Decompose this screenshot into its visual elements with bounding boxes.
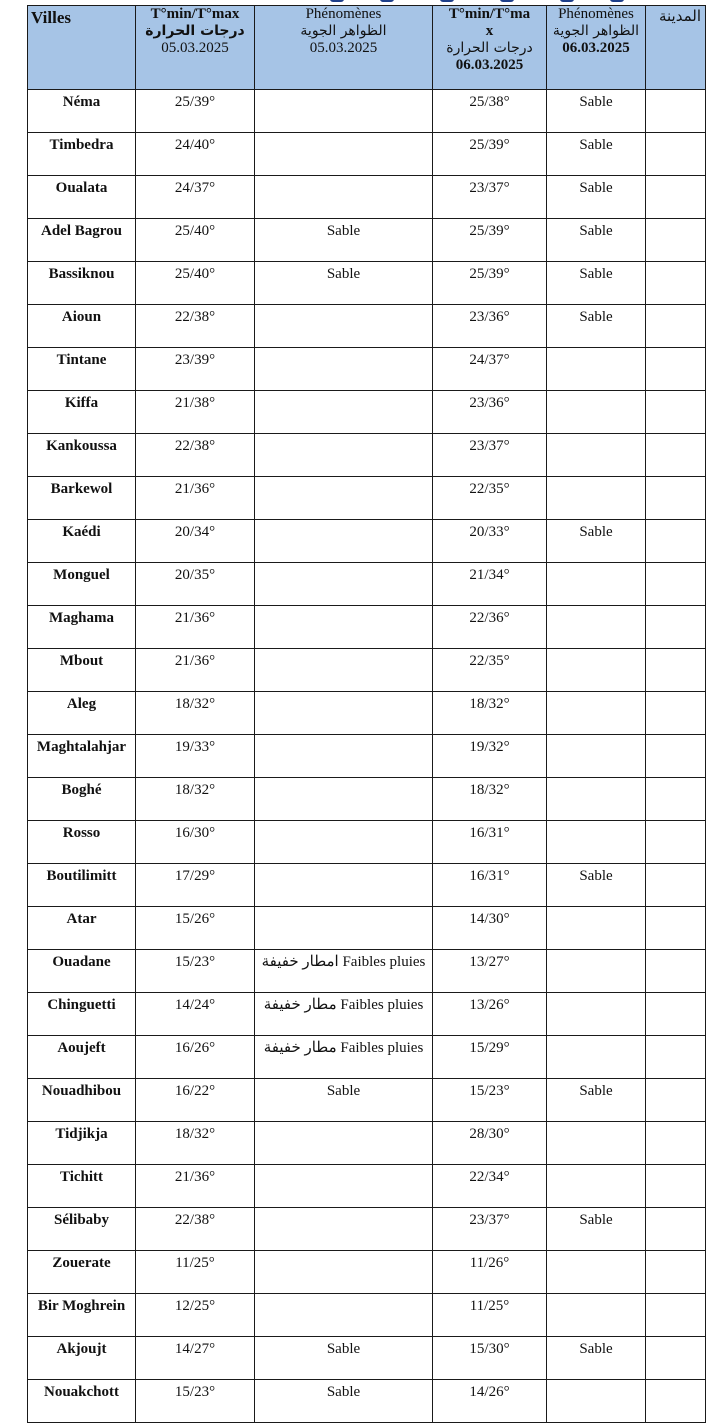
table-row (28, 1079, 706, 1122)
table-row (28, 1380, 706, 1423)
city-cell: Boutilimitt (28, 864, 136, 907)
table-row (28, 1337, 706, 1380)
decor-mark (560, 0, 574, 2)
phenomena-day2-cell: Sable (547, 262, 646, 305)
table-header (28, 6, 706, 90)
temp-day1-cell: 15/23° (136, 1380, 255, 1423)
table-row (28, 133, 706, 176)
phenomena-day2-cell (547, 950, 646, 993)
temp-day1-cell: 15/26° (136, 907, 255, 950)
city-cell: Rosso (28, 821, 136, 864)
temp-day1-cell: 21/36° (136, 477, 255, 520)
city-cell: Kiffa (28, 391, 136, 434)
phenomena-day1-cell (255, 90, 433, 133)
city-arabic-cell (646, 133, 706, 176)
table-row (28, 1165, 706, 1208)
table-row (28, 1294, 706, 1337)
table-row (28, 563, 706, 606)
city-arabic-cell (646, 606, 706, 649)
phenomena-day1-cell (255, 864, 433, 907)
phenomena-day2-cell (547, 821, 646, 864)
city-cell: Barkewol (28, 477, 136, 520)
city-arabic-cell (646, 1036, 706, 1079)
city-cell: Nouakchott (28, 1380, 136, 1423)
city-cell: Aleg (28, 692, 136, 735)
header-phenomena-day1 (255, 6, 433, 90)
city-arabic-cell (646, 477, 706, 520)
temp-day2-cell: 22/34° (433, 1165, 547, 1208)
header-label-ar: درجات الحرارة (145, 23, 245, 39)
temp-day2-cell: 22/35° (433, 649, 547, 692)
phenomena-day1-cell (255, 907, 433, 950)
temp-day1-cell: 20/35° (136, 563, 255, 606)
table-row (28, 262, 706, 305)
phenomena-day1-cell: مطار خفيفة Faibles pluies (255, 1036, 433, 1079)
temp-day2-cell: 14/26° (433, 1380, 547, 1423)
city-arabic-cell (646, 348, 706, 391)
table-row (28, 1036, 706, 1079)
table-row (28, 692, 706, 735)
phenomena-day1-cell (255, 735, 433, 778)
header-city-arabic: المدينة (646, 6, 706, 90)
table-row (28, 219, 706, 262)
temp-day2-cell: 18/32° (433, 778, 547, 821)
city-cell: Néma (28, 90, 136, 133)
temp-day2-cell: 13/27° (433, 950, 547, 993)
temp-day2-cell: 24/37° (433, 348, 547, 391)
city-arabic-cell (646, 692, 706, 735)
phenomena-day2-cell: Sable (547, 864, 646, 907)
city-arabic-cell (646, 1208, 706, 1251)
table-row (28, 305, 706, 348)
table-row (28, 1208, 706, 1251)
temp-day2-cell: 20/33° (433, 520, 547, 563)
temp-day1-cell: 20/34° (136, 520, 255, 563)
city-arabic-cell (646, 563, 706, 606)
decor-mark (380, 0, 394, 2)
city-cell: Maghama (28, 606, 136, 649)
city-cell: Aoujeft (28, 1036, 136, 1079)
decor-mark (440, 0, 454, 2)
phenomena-day1-cell (255, 305, 433, 348)
city-cell: Zouerate (28, 1251, 136, 1294)
temp-day1-cell: 23/39° (136, 348, 255, 391)
phenomena-day2-cell (547, 477, 646, 520)
phenomena-day1-cell (255, 563, 433, 606)
phenomena-day1-cell (255, 133, 433, 176)
temp-day2-cell: 22/36° (433, 606, 547, 649)
city-cell: Sélibaby (28, 1208, 136, 1251)
temp-day1-cell: 18/32° (136, 692, 255, 735)
city-cell: Ouadane (28, 950, 136, 993)
phenomena-day1-cell (255, 391, 433, 434)
phenomena-day1-cell (255, 520, 433, 563)
table-row (28, 391, 706, 434)
phenomena-day1-cell (255, 692, 433, 735)
header-temperature-day1 (136, 6, 255, 90)
temp-day2-cell: 25/39° (433, 262, 547, 305)
city-arabic-cell (646, 1380, 706, 1423)
city-arabic-cell (646, 907, 706, 950)
temp-day2-cell: 18/32° (433, 692, 547, 735)
city-arabic-cell (646, 1251, 706, 1294)
city-cell: Mbout (28, 649, 136, 692)
table-body (28, 90, 706, 1423)
temp-day2-cell: 13/26° (433, 993, 547, 1036)
table-row (28, 348, 706, 391)
phenomena-day2-cell (547, 1036, 646, 1079)
temp-day1-cell: 14/27° (136, 1337, 255, 1380)
phenomena-day1-cell (255, 1294, 433, 1337)
phenomena-day2-cell (547, 1165, 646, 1208)
weather-forecast-table (27, 5, 706, 1423)
city-arabic-cell (646, 993, 706, 1036)
phenomena-day2-cell (547, 1380, 646, 1423)
temp-day2-cell: 15/29° (433, 1036, 547, 1079)
city-cell: Bir Moghrein (28, 1294, 136, 1337)
temp-day1-cell: 15/23° (136, 950, 255, 993)
city-cell: Timbedra (28, 133, 136, 176)
city-arabic-cell (646, 950, 706, 993)
city-arabic-cell (646, 1337, 706, 1380)
temp-day2-cell: 16/31° (433, 821, 547, 864)
phenomena-day1-cell: مطار خفيفة Faibles pluies (255, 993, 433, 1036)
phenomena-day1-cell (255, 606, 433, 649)
city-cell: Kankoussa (28, 434, 136, 477)
header-label-ar: الظواهر الجوية (300, 23, 387, 39)
table-row (28, 993, 706, 1036)
city-arabic-cell (646, 391, 706, 434)
phenomena-day1-cell (255, 434, 433, 477)
table-row (28, 735, 706, 778)
temp-day2-cell: 23/37° (433, 1208, 547, 1251)
city-arabic-cell (646, 262, 706, 305)
city-arabic-cell (646, 1294, 706, 1337)
temp-day1-cell: 25/40° (136, 262, 255, 305)
temp-day1-cell: 24/40° (136, 133, 255, 176)
city-cell: Nouadhibou (28, 1079, 136, 1122)
temp-day1-cell: 21/36° (136, 649, 255, 692)
phenomena-day2-cell (547, 1251, 646, 1294)
table-row (28, 434, 706, 477)
city-arabic-cell (646, 305, 706, 348)
header-date: 05.03.2025 (161, 40, 229, 56)
city-arabic-cell (646, 176, 706, 219)
temp-day1-cell: 16/22° (136, 1079, 255, 1122)
temp-day2-cell: 22/35° (433, 477, 547, 520)
table-row (28, 864, 706, 907)
temp-day2-cell: 21/34° (433, 563, 547, 606)
city-arabic-cell (646, 90, 706, 133)
phenomena-day2-cell: Sable (547, 219, 646, 262)
city-cell: Bassiknou (28, 262, 136, 305)
temp-day1-cell: 16/30° (136, 821, 255, 864)
header-phenomena-day2 (547, 6, 646, 90)
temp-day2-cell: 14/30° (433, 907, 547, 950)
temp-day1-cell: 25/40° (136, 219, 255, 262)
temp-day1-cell: 21/36° (136, 1165, 255, 1208)
city-arabic-cell (646, 735, 706, 778)
phenomena-day1-cell: Sable (255, 1079, 433, 1122)
city-cell: Monguel (28, 563, 136, 606)
temp-day2-cell: 23/36° (433, 391, 547, 434)
temp-day1-cell: 21/38° (136, 391, 255, 434)
phenomena-day2-cell (547, 391, 646, 434)
header-label: x (485, 23, 494, 39)
city-arabic-cell (646, 778, 706, 821)
city-arabic-cell (646, 1079, 706, 1122)
header-label-ar: الظواهر الجوية (552, 23, 640, 39)
header-label-ar: درجات الحرارة (446, 40, 533, 56)
phenomena-day1-cell (255, 176, 433, 219)
header-date: 06.03.2025 (455, 57, 524, 73)
temp-day1-cell: 18/32° (136, 778, 255, 821)
phenomena-day1-cell (255, 1165, 433, 1208)
decor-mark (610, 0, 624, 2)
temp-day2-cell: 25/38° (433, 90, 547, 133)
phenomena-day2-cell: Sable (547, 176, 646, 219)
header-label: T°min/T°ma (448, 6, 531, 22)
city-cell: Aioun (28, 305, 136, 348)
temp-day1-cell: 22/38° (136, 1208, 255, 1251)
phenomena-day2-cell (547, 649, 646, 692)
phenomena-day2-cell (547, 434, 646, 477)
city-cell: Oualata (28, 176, 136, 219)
phenomena-day2-cell (547, 1294, 646, 1337)
temp-day1-cell: 24/37° (136, 176, 255, 219)
temp-day1-cell: 22/38° (136, 434, 255, 477)
temp-day2-cell: 23/37° (433, 176, 547, 219)
temp-day1-cell: 25/39° (136, 90, 255, 133)
phenomena-day2-cell (547, 735, 646, 778)
temp-day2-cell: 25/39° (433, 133, 547, 176)
phenomena-day2-cell (547, 563, 646, 606)
phenomena-day2-cell: Sable (547, 133, 646, 176)
temp-day1-cell: 22/38° (136, 305, 255, 348)
city-arabic-cell (646, 649, 706, 692)
phenomena-day2-cell: Sable (547, 90, 646, 133)
table-row (28, 907, 706, 950)
city-cell: Maghtalahjar (28, 735, 136, 778)
temp-day2-cell: 28/30° (433, 1122, 547, 1165)
city-cell: Chinguetti (28, 993, 136, 1036)
phenomena-day1-cell (255, 477, 433, 520)
decor-mark (500, 0, 514, 2)
city-cell: Kaédi (28, 520, 136, 563)
phenomena-day2-cell (547, 993, 646, 1036)
city-arabic-cell (646, 1122, 706, 1165)
phenomena-day1-cell: Sable (255, 262, 433, 305)
temp-day2-cell: 11/25° (433, 1294, 547, 1337)
table-row (28, 778, 706, 821)
header-label: Phénomènes (305, 6, 382, 22)
phenomena-day1-cell (255, 1122, 433, 1165)
phenomena-day1-cell: Sable (255, 1337, 433, 1380)
phenomena-day2-cell (547, 778, 646, 821)
temp-day1-cell: 19/33° (136, 735, 255, 778)
table-row (28, 520, 706, 563)
city-cell: Boghé (28, 778, 136, 821)
temp-day1-cell: 12/25° (136, 1294, 255, 1337)
table-row (28, 1251, 706, 1294)
city-arabic-cell (646, 1165, 706, 1208)
table-row (28, 649, 706, 692)
table-row (28, 606, 706, 649)
phenomena-day2-cell: Sable (547, 1208, 646, 1251)
temp-day1-cell: 17/29° (136, 864, 255, 907)
temp-day1-cell: 16/26° (136, 1036, 255, 1079)
city-arabic-cell (646, 821, 706, 864)
phenomena-day2-cell (547, 1122, 646, 1165)
temp-day2-cell: 23/37° (433, 434, 547, 477)
phenomena-day1-cell: Sable (255, 219, 433, 262)
phenomena-day2-cell: Sable (547, 1079, 646, 1122)
decor-mark (330, 0, 344, 2)
header-date: 06.03.2025 (562, 40, 630, 56)
phenomena-day2-cell: Sable (547, 1337, 646, 1380)
phenomena-day2-cell (547, 348, 646, 391)
header-label: T°min/T°max (150, 6, 240, 22)
city-cell: Akjoujt (28, 1337, 136, 1380)
temp-day2-cell: 23/36° (433, 305, 547, 348)
city-cell: Tidjikja (28, 1122, 136, 1165)
city-arabic-cell (646, 520, 706, 563)
temp-day2-cell: 15/23° (433, 1079, 547, 1122)
phenomena-day2-cell (547, 692, 646, 735)
table-row (28, 950, 706, 993)
phenomena-day1-cell (255, 778, 433, 821)
temp-day1-cell: 11/25° (136, 1251, 255, 1294)
phenomena-day1-cell: Sable (255, 1380, 433, 1423)
phenomena-day1-cell: امطار خفيفة Faibles pluies (255, 950, 433, 993)
city-cell: Adel Bagrou (28, 219, 136, 262)
temp-day2-cell: 11/26° (433, 1251, 547, 1294)
city-cell: Atar (28, 907, 136, 950)
table-row (28, 1122, 706, 1165)
header-villes: Villes (28, 6, 136, 90)
city-arabic-cell (646, 434, 706, 477)
phenomena-day2-cell (547, 907, 646, 950)
phenomena-day2-cell (547, 606, 646, 649)
temp-day2-cell: 25/39° (433, 219, 547, 262)
temp-day1-cell: 18/32° (136, 1122, 255, 1165)
table-row (28, 176, 706, 219)
phenomena-day2-cell: Sable (547, 520, 646, 563)
header-date: 05.03.2025 (309, 40, 378, 56)
temp-day2-cell: 19/32° (433, 735, 547, 778)
table-row (28, 821, 706, 864)
phenomena-day1-cell (255, 1251, 433, 1294)
phenomena-day1-cell (255, 348, 433, 391)
header-temperature-day2 (433, 6, 547, 90)
city-cell: Tichitt (28, 1165, 136, 1208)
phenomena-day2-cell: Sable (547, 305, 646, 348)
phenomena-day1-cell (255, 821, 433, 864)
table-row (28, 90, 706, 133)
temp-day1-cell: 14/24° (136, 993, 255, 1036)
city-cell: Tintane (28, 348, 136, 391)
phenomena-day1-cell (255, 1208, 433, 1251)
temp-day1-cell: 21/36° (136, 606, 255, 649)
city-arabic-cell (646, 219, 706, 262)
table-row (28, 477, 706, 520)
header-label: Phénomènes (558, 6, 634, 22)
header-row (28, 6, 706, 90)
city-arabic-cell (646, 864, 706, 907)
phenomena-day1-cell (255, 649, 433, 692)
temp-day2-cell: 16/31° (433, 864, 547, 907)
temp-day2-cell: 15/30° (433, 1337, 547, 1380)
